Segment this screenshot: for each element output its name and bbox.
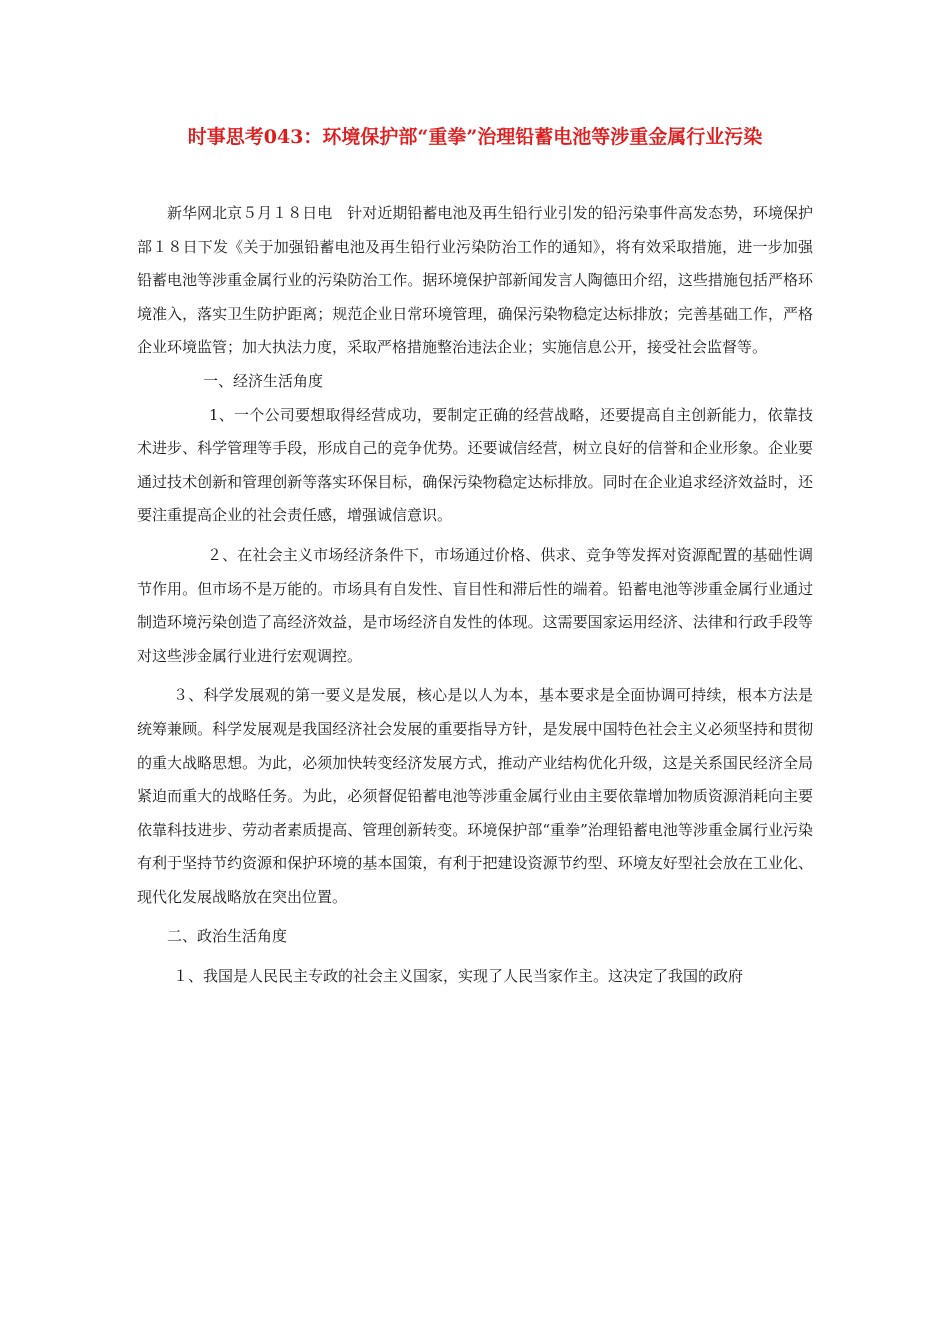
paragraph-political-1: １、我国是人民民主专政的社会主义国家，实现了人民当家作主。这决定了我国的政府 — [173, 967, 744, 986]
section-heading-economic: 一、经济生活角度 — [203, 371, 324, 390]
section-heading-political: 二、政治生活角度 — [167, 927, 288, 946]
paragraph-economic-2: ２、在社会主义市场经济条件下，市场通过价格、供求、竞争等发挥对资源配置的基础性调节作用。但市场不是万能的。市场具有自发性、盲目性和滞后性的端着。铅蓄电池等涉重金属行业通过制造环境污染创造了高经济效益，是市场经济自发性的体现。这需要国家运用经济、法律和行政手段等对这些涉金属行业进行宏观调控。 — [137, 545, 813, 665]
paragraph-economic-3: ３、科学发展观的第一要义是发展，核心是以人为本，基本要求是全面协调可持续，根本方法是统筹兼顾。科学发展观是我国经济社会发展的重要指导方针，是发展中国特色社会主义必须坚持和贯彻的重大战略思想。为此，必须加快转变经济发展方式，推动产业结构优化升级，这是关系国民经济全局紧迫而重大的战略任务。为此，必须督促铅蓄电池等涉重金属行业由主要依靠增加物质资源消耗向主要依靠科技进步、劳动者素质提高、管理创新转变。环境保护部“重拳”治理铅蓄电池等涉重金属行业污染有利于坚持节约资源和保护环境的基本国策，有利于把建设资源节约型、环境友好型社会放在工业化、现代化发展战略放在突出位置。 — [137, 686, 813, 906]
paragraph-economic-1: 1、一个公司要想取得经营成功，要制定正确的经营战略，还要提高自主创新能力，依靠技术进步、科学管理等手段，形成自己的竞争优势。还要诚信经营，树立良好的信誉和企业形象。企业要通过技术创新和管理创新等落实环保目标，确保污染物稳定达标排放。同时在企业追求经济效益时，还要注重提高企业的社会责任感，增强诚信意识。 — [137, 405, 813, 525]
document-title: 时事思考043：环境保护部“重拳”治理铅蓄电池等涉重金属行业污染 — [187, 126, 763, 148]
paragraph-news-lead: 新华网北京５月１８日电 针对近期铅蓄电池及再生铅行业引发的铅污染事件高发态势，环境保护部１８日下发《关于加强铅蓄电池及再生铅行业污染防治工作的通知》，将有效采取措施，进一步加强铅蓄电池等涉重金属行业的污染防治工作。据环境保护部新闻发言人陶德田介绍，这些措施包括严格环境准入，落实卫生防护距离；规范企业日常环境管理，确保污染物稳定达标排放；完善基础工作，严格企业环境监管；加大执法力度，采取严格措施整治违法企业；实施信息公开，接受社会监督等。 — [137, 204, 813, 357]
document-body — [137, 197, 813, 994]
